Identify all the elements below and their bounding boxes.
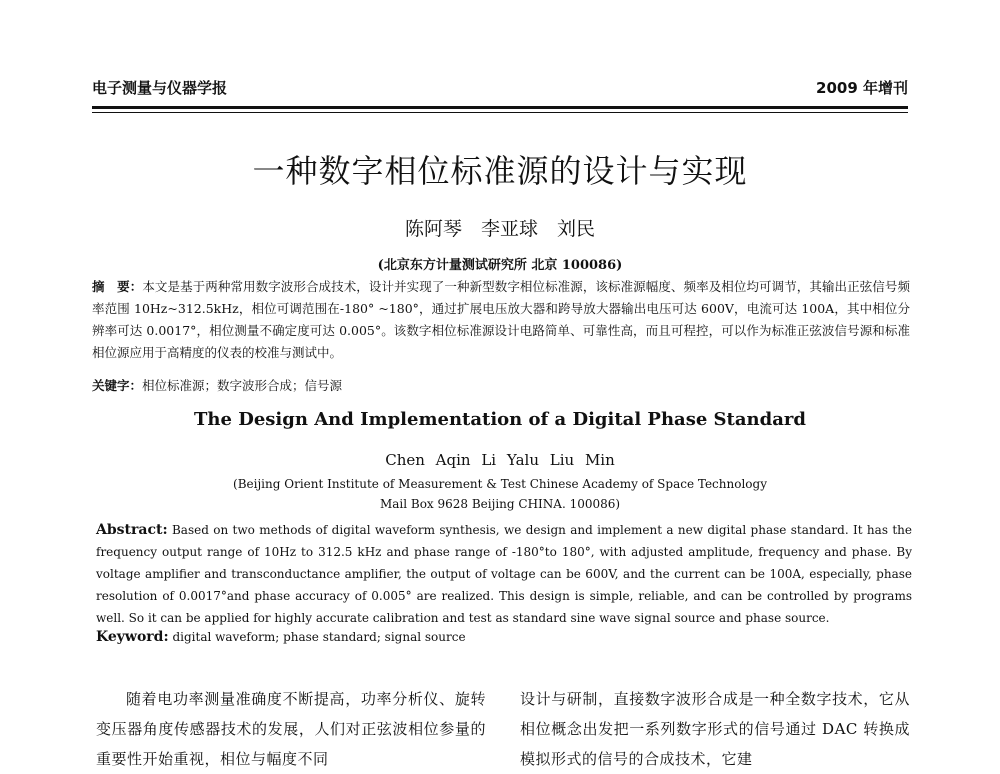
affiliation-english-line1: (Beijing Orient Institute of Measurement & Test Chinese Academy of Space Technology xyxy=(233,477,767,491)
abstract-english xyxy=(96,519,912,629)
title-chinese: 一种数字相位标准源的设计与实现 xyxy=(252,152,748,190)
abstract-chinese-label: 摘 要： xyxy=(92,279,143,294)
abstract-chinese-text: 本文是基于两种常用数字波形合成技术，设计并实现了一种新型数字相位标准源，该标准源幅度、频率及相位均可调节，其输出正弦信号频率范围 10Hz~312.5kHz，相位可调范围在-180° ~180°，通过扩展电压放大器和跨导放大器输出电压可达 600V，电流可达 100A，其中相位分辨率可达 0.0017°，相位测量不确定度可达 0.005°。该数字相位标准源设计电路简单、可靠性高，而且可程控，可以作为标准正弦波信号源和标准相位源应用于高精度的仪表的校准与测试中。 xyxy=(92,279,910,360)
authors-english: Chen Aqin Li Yalu Liu Min xyxy=(385,451,615,469)
keywords-english-label: Keyword: xyxy=(96,629,169,645)
abstract-english-label: Abstract: xyxy=(96,522,168,538)
affiliation-english xyxy=(0,474,1000,514)
keywords-chinese-text: 相位标准源；数字波形合成；信号源 xyxy=(142,378,343,393)
keywords-english xyxy=(96,629,912,645)
journal-name: 电子测量与仪器学报 xyxy=(92,79,228,97)
abstract-chinese xyxy=(92,276,910,364)
header-rule-thick xyxy=(92,106,908,109)
authors-chinese: 陈阿琴 李亚球 刘民 xyxy=(404,218,595,240)
keywords-english-text: digital waveform; phase standard; signal source xyxy=(172,630,466,644)
issue-label: 2009 年增刊 xyxy=(816,79,908,97)
affiliation-chinese: (北京东方计量测试研究所 北京 100086) xyxy=(377,258,623,273)
keywords-chinese xyxy=(92,376,910,394)
header-rule-thin xyxy=(92,112,908,113)
title-english: The Design And Implementation of a Digital Phase Standard xyxy=(194,409,806,430)
affiliation-english-line2: Mail Box 9628 Beijing CHINA. 100086) xyxy=(379,497,621,511)
body-column-left: 随着电功率测量准确度不断提高，功率分析仪、旋转变压器角度传感器技术的发展，人们对正弦波相位参量的重要性开始重视，相位与幅度不同 xyxy=(96,690,486,768)
abstract-english-text: Based on two methods of digital waveform synthesis, we design and implement a new digital phase standard. It has the frequency output range of 10Hz to 312.5 kHz and phase range of -180°to 180°, with adjusted amplitude, frequency and phase. By voltage amplifier and transconductance amplifier, the output of voltage can be 600V, and the current can be 100A, especially, phase resolution of 0.0017°and phase accuracy of 0.005° are realized. This design is simple, reliable, and can be controlled by programs well. So it can be applied for highly accurate calibration and test as standard sine wave signal source and phase source. xyxy=(96,523,912,625)
keywords-chinese-label: 关键字： xyxy=(92,378,143,393)
body-column-right: 设计与研制，直接数字波形合成是一种全数字技术，它从相位概念出发把一系列数字形式的信号通过 DAC 转换成模拟形式的信号的合成技术，它建 xyxy=(520,690,910,768)
